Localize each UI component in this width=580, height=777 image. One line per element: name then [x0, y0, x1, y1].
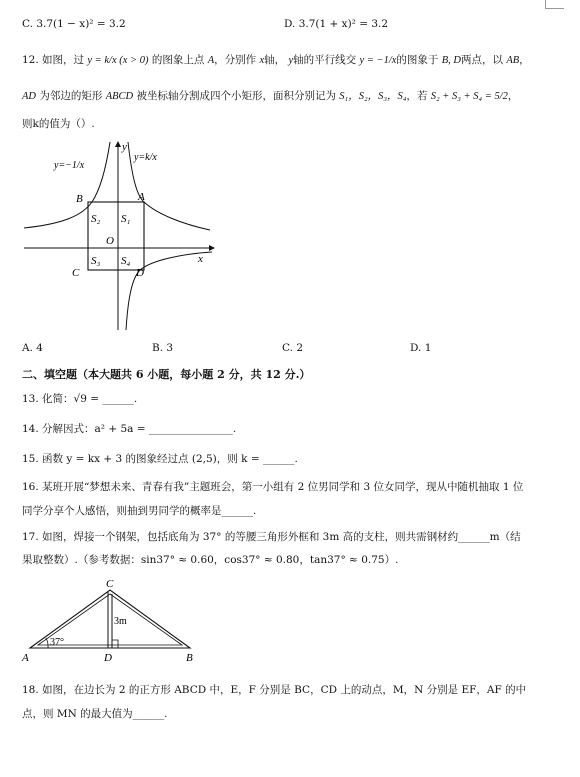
section-fill-blank-title: 二、填空题（本大题共 6 小题，每小题 2 分，共 12 分.） — [22, 368, 311, 381]
label-D: D — [136, 267, 144, 279]
label-B: B — [76, 193, 83, 205]
q18-line2: 点，则 MN 的最大值为______. — [22, 708, 168, 720]
option-c-prev: C. 3.7(1 − x)² = 3.2 — [22, 18, 126, 30]
q17-figure — [18, 576, 208, 666]
label-S3: S₃ — [91, 255, 101, 267]
q17-line1: 17. 如图，焊接一个钢架，包括底角为 37° 的等腰三角形外框和 3m 高的支柱，则共需钢材约______m（结 — [22, 531, 521, 543]
q12-line2: AD 为邻边的矩形 ABCD 被坐标轴分割成四个小矩形，面积分别记为 S₁，S₂，S₃，S₄，若 S₂ + S₃ + S₄ = 5/2， — [22, 90, 519, 102]
q12-option-b: B. 3 — [152, 342, 174, 354]
option-d-prev: D. 3.7(1 + x)² = 3.2 — [284, 18, 389, 30]
label-C: C — [106, 578, 114, 590]
q16-line2: 同学分享个人感悟，则抽到男同学的概率是______. — [22, 505, 257, 517]
label-x: x — [198, 253, 203, 265]
label-A: A — [138, 191, 145, 203]
q12-line1: 12. 如图，过 y = k/x (x > 0) 的图象上点 A，分别作 x轴， y轴的平行线交 y = −1/x的图象于 B, D两点，以 AB， — [22, 54, 530, 66]
label-A: A — [22, 652, 29, 664]
q14: 14. 分解因式：a² + 5a = ________________. — [22, 423, 237, 435]
page-corner-mark — [545, 0, 564, 9]
label-S4: S₄ — [121, 255, 131, 267]
label-B: B — [186, 652, 193, 664]
q16-line1: 16. 某班开展“梦想未来、青春有我”主题班会，第一小组有 2 位男同学和 3 位女同学，现从中随机抽取 1 位 — [22, 481, 524, 493]
q18-line1: 18. 如图，在边长为 2 的正方形 ABCD 中，E，F 分别是 BC，CD 上的动点，M，N 分别是 EF，AF 的中 — [22, 684, 527, 696]
q12-option-d: D. 1 — [410, 342, 432, 354]
q15: 15. 函数 y = kx + 3 的图象经过点 (2,5)，则 k = ______. — [22, 453, 298, 465]
label-S2: S₂ — [91, 213, 101, 225]
q12-option-a: A. 4 — [22, 342, 43, 354]
label-right-func: y=k/x — [134, 152, 157, 163]
label-height: 3m — [114, 616, 127, 627]
q13: 13. 化简：√9 = ______. — [22, 393, 138, 405]
label-angle: 37° — [50, 637, 64, 648]
label-y: y — [122, 141, 127, 153]
label-D: D — [104, 652, 112, 664]
label-S1: S₁ — [121, 213, 131, 225]
q17-line2: 果取整数）.（参考数据：sin37° ≈ 0.60，cos37° ≈ 0.80，tan37° ≈ 0.75）. — [22, 554, 399, 566]
q12-line3: 则k的值为（）. — [22, 118, 95, 130]
label-C: C — [72, 267, 80, 279]
q12-option-c: C. 2 — [282, 342, 304, 354]
angle-arc — [46, 638, 48, 648]
q12-figure — [22, 138, 222, 333]
label-left-func: y=−1/x — [54, 160, 85, 171]
right-angle-mark — [112, 640, 118, 648]
label-O: O — [106, 235, 114, 247]
